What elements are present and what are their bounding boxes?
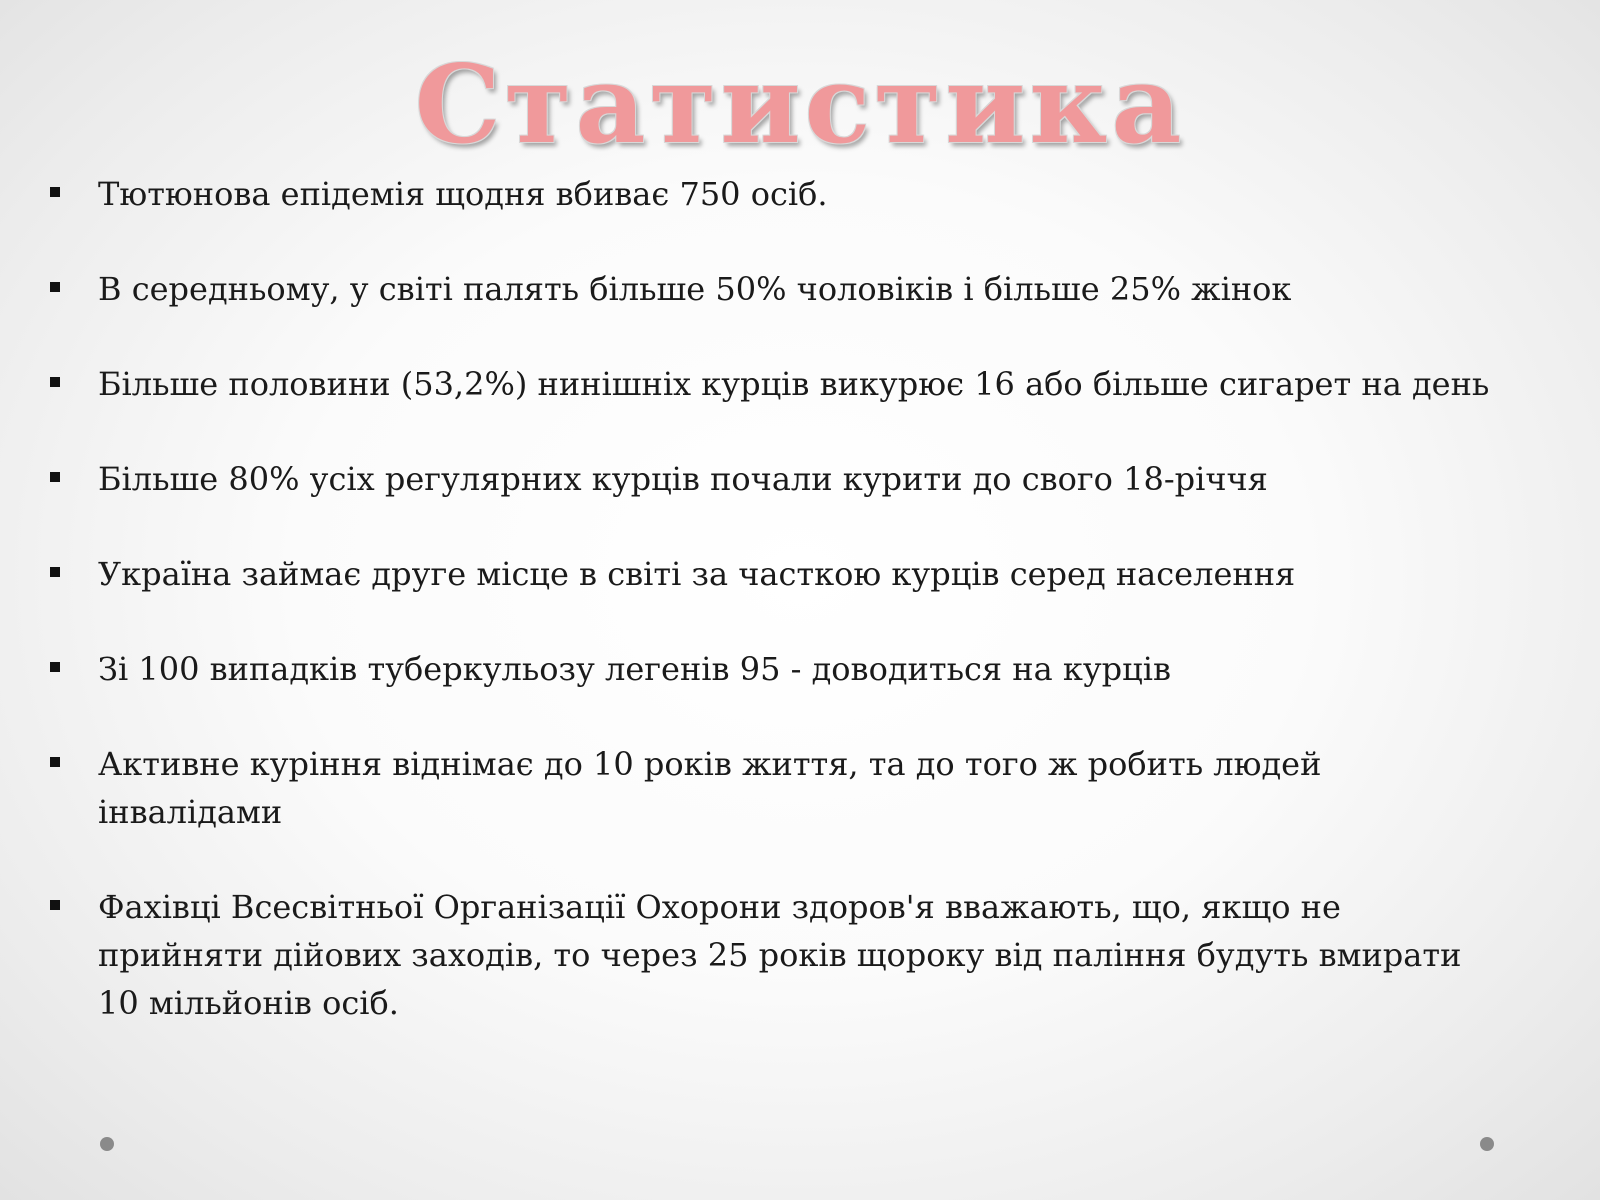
bullet-text: Україна займає друге місце в світі за часткою курців серед населення xyxy=(98,555,1296,593)
square-bullet-icon xyxy=(50,187,60,197)
decorative-dot-left xyxy=(100,1137,114,1151)
bullet-text: В середньому, у світі палять більше 50% чоловіків і більше 25% жінок xyxy=(98,270,1292,308)
decorative-dot-right xyxy=(1480,1137,1494,1151)
square-bullet-icon xyxy=(50,757,60,767)
slide-title: Статистика xyxy=(414,42,1186,168)
bullet-text: Зі 100 випадків туберкульозу легенів 95 - доводиться на курців xyxy=(98,650,1171,688)
square-bullet-icon xyxy=(50,662,60,672)
bullet-list xyxy=(48,170,1498,1074)
bullet-text: Тютюнова епідемія щодня вбиває 750 осіб. xyxy=(98,175,828,213)
bullet-text: Більше половини (53,2%) нинішніх курців викурює 16 або більше сигарет на день xyxy=(98,365,1490,403)
bullet-text: Активне куріння віднімає до 10 років життя, та до того ж робить людей інвалідами xyxy=(98,745,1322,831)
square-bullet-icon xyxy=(50,900,60,910)
bullet-text: Фахівці Всесвітньої Організації Охорони здоров'я вважають, що, якщо не прийняти дійових заходів, то через 25 років щороку від паління будуть вмирати 10 мільйонів осіб. xyxy=(98,888,1462,1022)
bullet-item xyxy=(48,645,1498,693)
bullet-item xyxy=(48,740,1498,836)
bullet-item xyxy=(48,455,1498,503)
bullet-item xyxy=(48,360,1498,408)
bullet-item xyxy=(48,883,1498,1027)
bullet-item xyxy=(48,170,1498,218)
square-bullet-icon xyxy=(50,567,60,577)
square-bullet-icon xyxy=(50,472,60,482)
bullet-item xyxy=(48,265,1498,313)
square-bullet-icon xyxy=(50,377,60,387)
bullet-item xyxy=(48,550,1498,598)
square-bullet-icon xyxy=(50,282,60,292)
bullet-text: Більше 80% усіх регулярних курців почали курити до свого 18-річчя xyxy=(98,460,1268,498)
